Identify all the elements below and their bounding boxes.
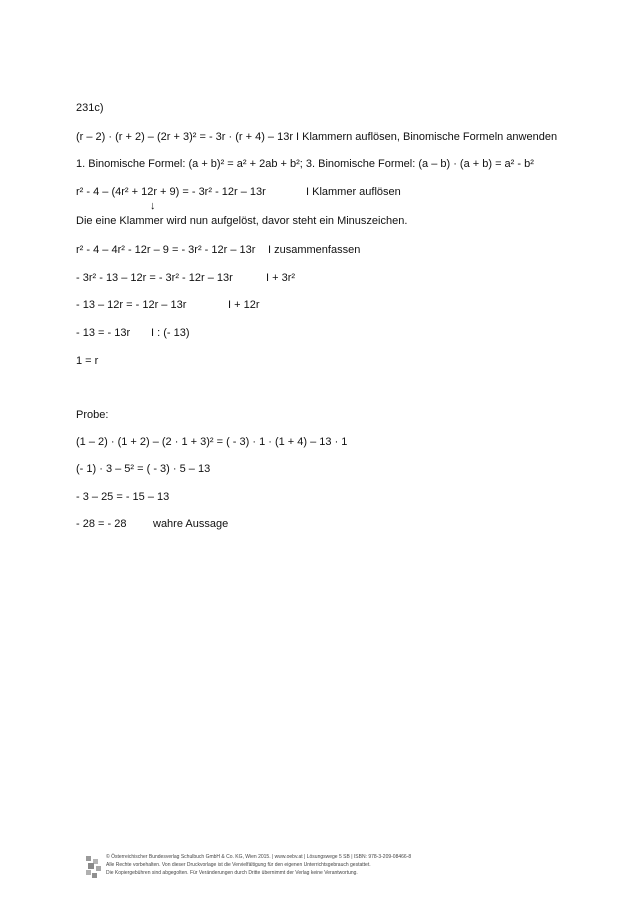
step-2-note: I zusammenfassen bbox=[268, 244, 361, 256]
step-1-note: I Klammer auflösen bbox=[306, 186, 401, 198]
step-5: - 13 = - 13r bbox=[76, 327, 131, 339]
step-2: r² - 4 – 4r² - 12r – 9 = - 3r² - 12r – 13r bbox=[76, 244, 256, 256]
step-1: r² - 4 – (4r² + 12r + 9) = - 3r² - 12r – 13r bbox=[76, 186, 266, 198]
down-arrow-icon: ↓ bbox=[150, 200, 156, 212]
probe-title: Probe: bbox=[76, 409, 109, 421]
equation-note: I Klammern auflösen, Binomische Formeln anwenden bbox=[296, 131, 558, 143]
oebv-logo-icon bbox=[84, 855, 104, 881]
step-4: - 13 – 12r = - 12r – 13r bbox=[76, 299, 187, 311]
footer-copyright: © Österreichischer Bundesverlag Schulbuch GmbH & Co. KG, Wien 2015. | www.oebv.at | Lösungswege 5 SB | ISBN: 978-3-209-08466-8 bbox=[106, 854, 412, 860]
step-3: - 3r² - 13 – 12r = - 3r² - 12r – 13r bbox=[76, 272, 233, 284]
probe-line-3: - 3 – 25 = - 15 – 13 bbox=[76, 491, 170, 503]
exercise-number: 231c) bbox=[76, 102, 104, 114]
footer-rights: Alle Rechte vorbehalten. Von dieser Druckvorlage ist die Vervielfältigung für den eigenen Unterrichtsgebrauch gestattet. bbox=[106, 862, 371, 868]
probe-line-1: (1 – 2) · (1 + 2) – (2 · 1 + 3)² = ( - 3) · 1 · (1 + 4) – 13 · 1 bbox=[76, 436, 348, 448]
equation: (r – 2) · (r + 2) – (2r + 3)² = - 3r · (r + 4) – 13r bbox=[76, 131, 293, 143]
probe-line-4: - 28 = - 28 bbox=[76, 518, 127, 530]
step-5-note: I : (- 13) bbox=[151, 327, 190, 339]
binomial-formulas: 1. Binomische Formel: (a + b)² = a² + 2ab + b²; 3. Binomische Formel: (a – b) · (a + b) = a² - b² bbox=[76, 158, 534, 170]
footer bbox=[106, 853, 526, 877]
step-3-note: I + 3r² bbox=[266, 272, 296, 284]
footer-disclaimer: Die Kopiergebühren sind abgegolten. Für Veränderungen durch Dritte übernimmt der Verlag keine Verantwortung. bbox=[106, 870, 358, 876]
probe-line-2: (- 1) · 3 – 5² = ( - 3) · 5 – 13 bbox=[76, 463, 211, 475]
result: 1 = r bbox=[76, 355, 99, 367]
probe-line-4-note: wahre Aussage bbox=[153, 518, 229, 530]
explanation: Die eine Klammer wird nun aufgelöst, davor steht ein Minuszeichen. bbox=[76, 215, 408, 227]
step-4-note: I + 12r bbox=[228, 299, 260, 311]
